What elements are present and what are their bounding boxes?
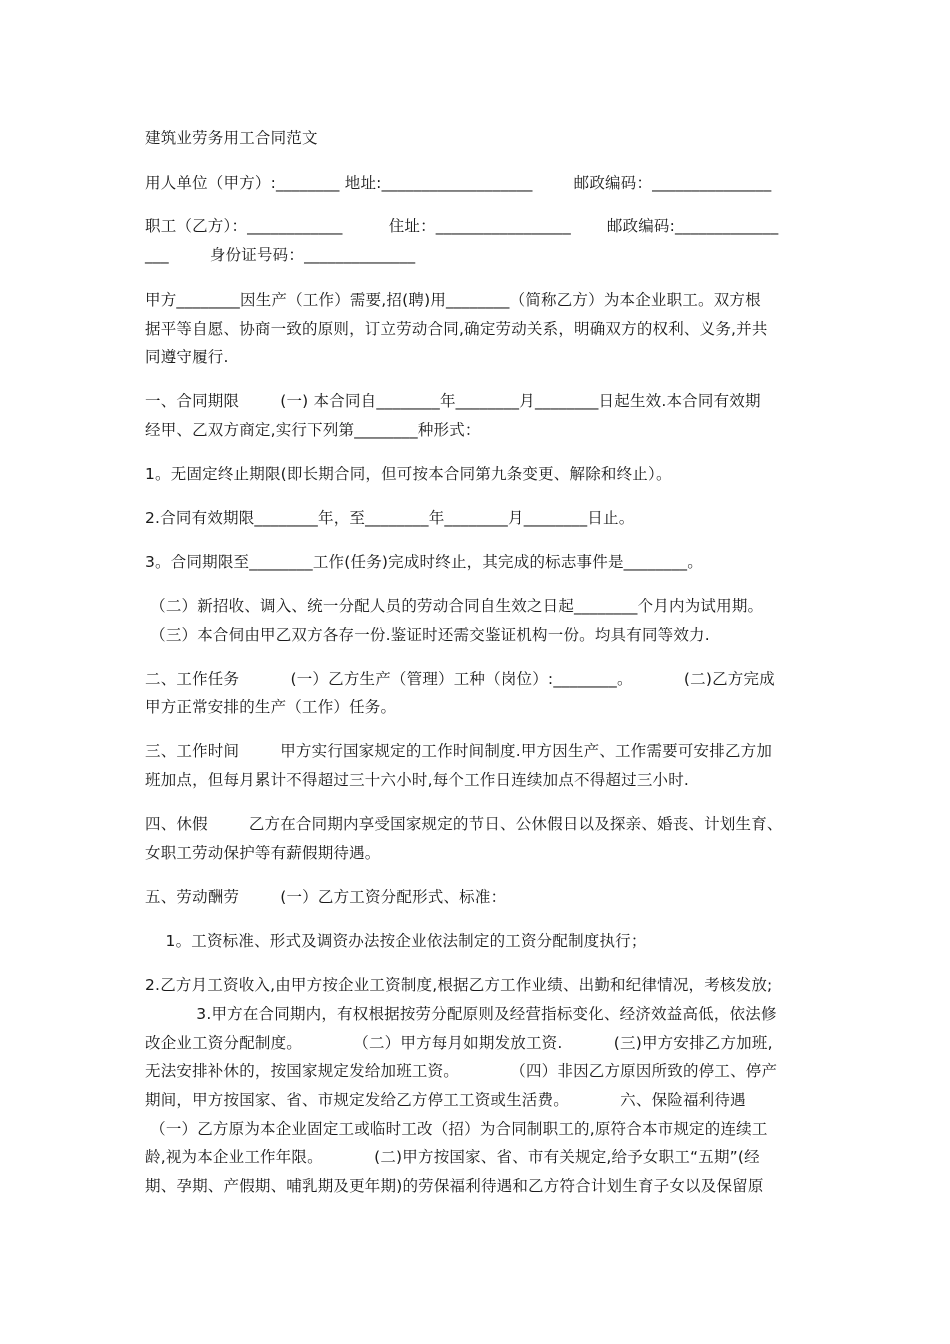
section-4-heading: 四、休假 乙方在合同期内享受国家规定的节日、公休假日以及探亲、婚丧、计划生育、 — [145, 815, 783, 833]
paragraph-line: （一）乙方原为本企业固定工或临时工改（招）为合同制职工的,原符合本市规定的连续工 — [145, 1120, 768, 1138]
paragraph-line: 2.乙方月工资收入,由甲方按企业工资制度,根据乙方工作业绩、出勤和纪律情况，考核发放; — [145, 976, 773, 994]
paragraph-line: 期、孕期、产假期、哺乳期及更年期)的劳保福利待遇和乙方符合计划生育子女以及保留原 — [145, 1177, 764, 1195]
paragraph-line: 2.合同有效期限________年，至________年________月________日止。 — [145, 509, 635, 527]
paragraph-line: 龄,视为本企业工作年限。 (二)甲方按国家、省、市有关规定,给予女职工“五期”(经 — [145, 1148, 760, 1166]
paragraph-line: 期间，甲方按国家、省、市规定发给乙方停工工资或生活费。 六、保险福利待遇 — [145, 1091, 746, 1109]
section-1-heading: 一、合同期限 (一) 本合同自________年________月________日起生效.本合同有效期 — [145, 392, 761, 410]
paragraph-line: 甲方________因生产（工作）需要,招(聘)用________（简称乙方）为本企业职工。双方根 — [145, 291, 761, 309]
paragraph-line: 甲方正常安排的生产（工作）任务。 — [145, 698, 397, 716]
paragraph-line: 3。合同期限至________工作(任务)完成时终止，其完成的标志事件是________。 — [145, 553, 703, 571]
section-3-heading: 三、工作时间 甲方实行国家规定的工作时间制度.甲方因生产、工作需要可安排乙方加 — [145, 742, 773, 760]
paragraph-line: 3.甲方在合同期内，有权根据按劳分配原则及经营指标变化、经济效益高低，依法修 — [145, 1005, 777, 1023]
paragraph-line: （二）新招收、调入、统一分配人员的劳动合同自生效之日起________个月内为试用期。 — [145, 597, 764, 615]
paragraph-line: 经甲、乙双方商定,实行下列第________种形式： — [145, 421, 481, 439]
paragraph-line: 女职工劳动保护等有薪假期待遇。 — [145, 844, 381, 862]
paragraph-line: 无法安排补休的，按国家规定发给加班工资。 （四）非因乙方原因所致的停工、停产 — [145, 1062, 778, 1080]
employer-info-line: 用人单位（甲方）:________ 地址:___________________ 邮政编码：_______________ — [145, 174, 772, 192]
paragraph-line: 1。工资标准、形式及调资办法按企业依法制定的工资分配制度执行； — [145, 932, 647, 950]
paragraph-line: 同遵守履行. — [145, 348, 229, 366]
employee-info-line: 职工（乙方）：____________ 住址：_________________ 邮政编码:_____________ — [145, 217, 779, 235]
paragraph-line: 1。无固定终止期限(即长期合同，但可按本合同第九条变更、解除和终止）。 — [145, 465, 672, 483]
document-title: 建筑业劳务用工合同范文 — [145, 129, 318, 147]
paragraph-line: 据平等自愿、协商一致的原则，订立劳动合同,确定劳动关系，明确双方的权利、义务,并共 — [145, 320, 768, 338]
paragraph-line: 班加点，但每月累计不得超过三十六小时,每个工作日连续加点不得超过三小时. — [145, 771, 690, 789]
section-5-heading: 五、劳动酬劳 (一）乙方工资分配形式、标准： — [145, 888, 507, 906]
paragraph-line: 改企业工资分配制度。 （二）甲方每月如期发放工资. (三)甲方安排乙方加班, — [145, 1034, 773, 1052]
paragraph-line: （三）本合伺由甲乙双方各存一份.鉴证时还需交鉴证机构一份。均具有同等效力. — [145, 626, 710, 644]
section-2-heading: 二、工作任务 (一）乙方生产（管理）工种（岗位）:________。 (二)乙方完成 — [145, 670, 775, 688]
id-number-line: ___ 身份证号码：______________ — [145, 246, 416, 264]
